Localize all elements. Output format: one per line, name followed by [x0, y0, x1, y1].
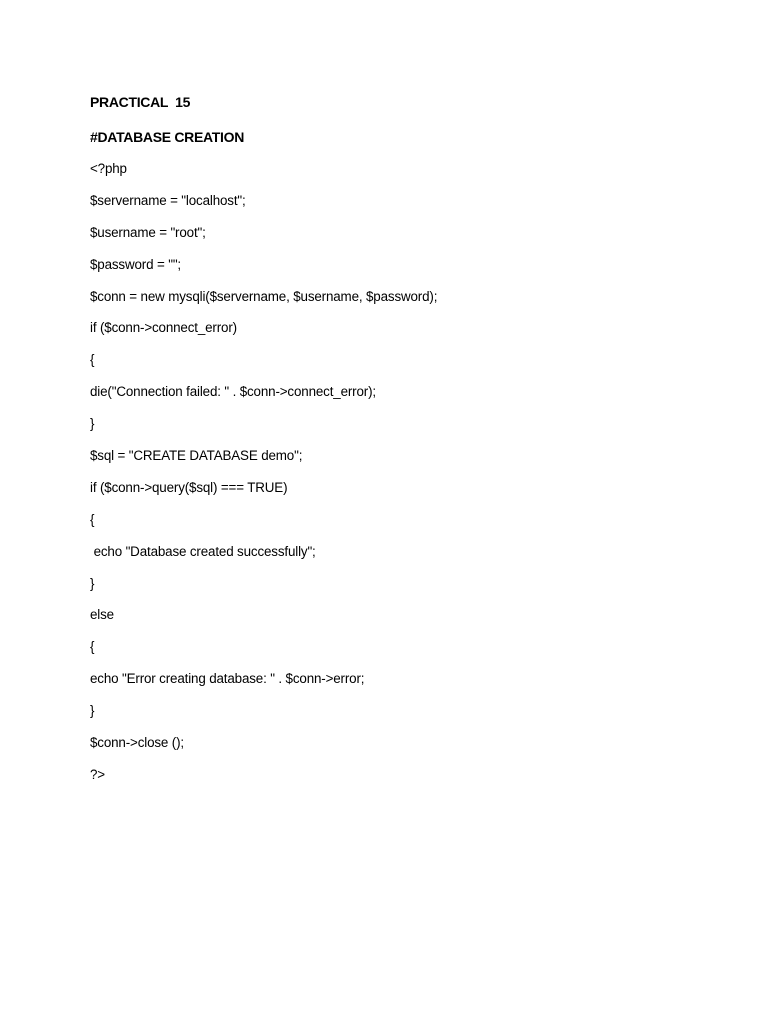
code-line: {	[90, 511, 95, 527]
code-line: die("Connection failed: " . $conn->connect_error);	[90, 384, 376, 400]
code-line: $username = "root";	[90, 224, 206, 240]
code-line: $password = "";	[90, 256, 181, 272]
code-line: echo "Database created successfully";	[90, 543, 316, 559]
code-line: echo "Error creating database: " . $conn->error;	[90, 671, 365, 687]
code-line: ?>	[90, 766, 105, 782]
section-heading: #DATABASE CREATION	[90, 129, 245, 145]
code-line: {	[90, 639, 95, 655]
code-line: $conn = new mysqli($servername, $username, $password);	[90, 288, 438, 304]
code-line: $servername = "localhost";	[90, 192, 246, 208]
code-line: }	[90, 575, 95, 591]
code-line: if ($conn->connect_error)	[90, 320, 237, 336]
code-line: }	[90, 416, 95, 432]
code-line: if ($conn->query($sql) === TRUE)	[90, 479, 288, 495]
code-line: }	[90, 703, 95, 719]
practical-title: PRACTICAL 15	[90, 94, 191, 110]
code-line: $conn->close ();	[90, 735, 184, 751]
document-body	[90, 92, 710, 797]
code-line: {	[90, 352, 95, 368]
code-line: $sql = "CREATE DATABASE demo";	[90, 448, 303, 464]
code-line: <?php	[90, 161, 127, 176]
code-line: else	[90, 607, 114, 623]
